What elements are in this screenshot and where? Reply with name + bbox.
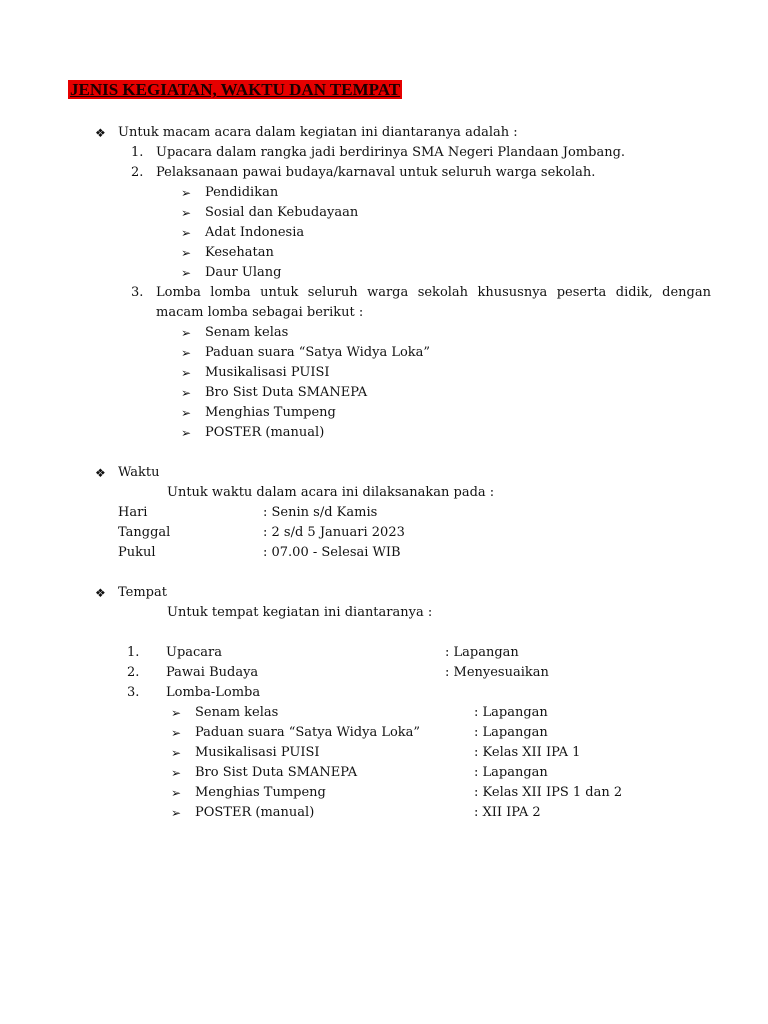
arrow-bullet-icon: ➢	[171, 706, 182, 720]
pawai-sub-item: Kesehatan	[205, 245, 274, 260]
arrow-bullet-icon: ➢	[181, 346, 192, 360]
arrow-bullet-icon: ➢	[171, 786, 182, 800]
lomba-sub-item: Bro Sist Duta SMANEPA	[205, 385, 368, 400]
waktu-label: Pukul	[118, 545, 156, 560]
arrow-bullet-icon: ➢	[181, 266, 192, 280]
waktu-intro: Untuk waktu dalam acara ini dilaksanakan pada :	[167, 485, 495, 500]
arrow-bullet-icon: ➢	[181, 226, 192, 240]
tempat-lomba-label: Menghias Tumpeng	[195, 785, 326, 800]
tempat-intro: Untuk tempat kegiatan ini diantaranya :	[167, 605, 433, 620]
waktu-heading: Waktu	[118, 465, 160, 480]
pawai-sub-item: Daur Ulang	[205, 265, 282, 280]
arrow-bullet-icon: ➢	[171, 746, 182, 760]
tempat-item-value: : Menyesuaikan	[445, 665, 549, 680]
waktu-label: Hari	[118, 505, 148, 520]
arrow-bullet-icon: ➢	[181, 366, 192, 380]
acara-item-text-continued: macam lomba sebagai berikut :	[156, 305, 364, 320]
arrow-bullet-icon: ➢	[181, 186, 192, 200]
waktu-value: : 2 s/d 5 Januari 2023	[263, 525, 405, 540]
tempat-lomba-label: Senam kelas	[195, 705, 279, 720]
tempat-lomba-label: POSTER (manual)	[195, 805, 315, 820]
arrow-bullet-icon: ➢	[181, 426, 192, 440]
tempat-item-number: 2.	[127, 665, 140, 680]
arrow-bullet-icon: ➢	[181, 326, 192, 340]
tempat-item-label: Pawai Budaya	[166, 665, 259, 680]
lomba-sub-item: Menghias Tumpeng	[205, 405, 336, 420]
tempat-heading: Tempat	[118, 585, 167, 600]
tempat-lomba-value: : Lapangan	[474, 765, 548, 780]
arrow-bullet-icon: ➢	[181, 386, 192, 400]
acara-item-number: 3.	[131, 285, 144, 300]
acara-item-text: Pelaksanaan pawai budaya/karnaval untuk seluruh warga sekolah.	[156, 165, 596, 180]
tempat-item-label: Upacara	[166, 645, 223, 660]
arrow-bullet-icon: ➢	[171, 806, 182, 820]
tempat-item-number: 1.	[127, 645, 140, 660]
lomba-sub-item: Paduan suara “Satya Widya Loka”	[205, 345, 431, 360]
pawai-sub-item: Adat Indonesia	[205, 225, 305, 240]
diamond-bullet-icon: ❖	[95, 126, 106, 140]
tempat-lomba-value: : Kelas XII IPA 1	[474, 745, 581, 760]
lomba-sub-item: Senam kelas	[205, 325, 289, 340]
waktu-value: : 07.00 - Selesai WIB	[263, 545, 401, 560]
arrow-bullet-icon: ➢	[171, 766, 182, 780]
diamond-bullet-icon: ❖	[95, 586, 106, 600]
tempat-lomba-value: : Lapangan	[474, 725, 548, 740]
acara-item-text: Upacara dalam rangka jadi berdirinya SMA Negeri Plandaan Jombang.	[156, 145, 626, 160]
lomba-sub-item: POSTER (manual)	[205, 425, 325, 440]
pawai-sub-item: Sosial dan Kebudayaan	[205, 205, 359, 220]
section-title: JENIS KEGIATAN, WAKTU DAN TEMPAT	[70, 80, 401, 99]
acara-item-number: 1.	[131, 145, 144, 160]
arrow-bullet-icon: ➢	[181, 206, 192, 220]
lomba-sub-item: Musikalisasi PUISI	[205, 365, 330, 380]
tempat-lomba-value: : Kelas XII IPS 1 dan 2	[474, 785, 623, 800]
tempat-lomba-label: Bro Sist Duta SMANEPA	[195, 765, 358, 780]
tempat-item-number: 3.	[127, 685, 140, 700]
tempat-item-label: Lomba-Lomba	[166, 685, 261, 700]
acara-item-text: Lomba lomba untuk seluruh warga sekolah khususnya peserta didik, dengan	[156, 285, 711, 300]
waktu-value: : Senin s/d Kamis	[263, 505, 378, 520]
arrow-bullet-icon: ➢	[171, 726, 182, 740]
arrow-bullet-icon: ➢	[181, 406, 192, 420]
tempat-lomba-label: Musikalisasi PUISI	[195, 745, 320, 760]
acara-intro: Untuk macam acara dalam kegiatan ini diantaranya adalah :	[118, 125, 518, 140]
tempat-lomba-label: Paduan suara “Satya Widya Loka”	[195, 725, 421, 740]
pawai-sub-item: Pendidikan	[205, 185, 279, 200]
waktu-label: Tanggal	[118, 525, 171, 540]
tempat-lomba-value: : XII IPA 2	[474, 805, 541, 820]
tempat-lomba-value: : Lapangan	[474, 705, 548, 720]
tempat-item-value: : Lapangan	[445, 645, 519, 660]
diamond-bullet-icon: ❖	[95, 466, 106, 480]
arrow-bullet-icon: ➢	[181, 246, 192, 260]
acara-item-number: 2.	[131, 165, 144, 180]
